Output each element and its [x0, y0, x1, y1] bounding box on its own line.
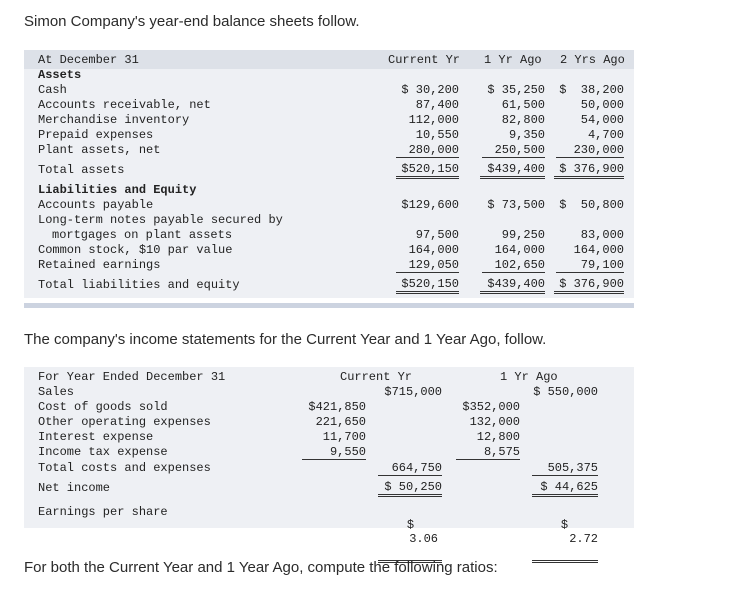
total-assets-2yr: $ 376,900 — [554, 162, 624, 179]
net-income-1yr: $ 44,625 — [532, 480, 598, 497]
bs-header-label: At December 31 — [38, 53, 139, 67]
interest-label: Interest expense — [38, 430, 154, 444]
other-opex-label: Other operating expenses — [38, 415, 211, 429]
total-assets-current: $520,150 — [396, 162, 459, 179]
ap-2yr: $ 50,800 — [559, 198, 624, 212]
plant-current: 280,000 — [396, 143, 459, 158]
sales-current: $715,000 — [384, 385, 442, 399]
income-intro-text: The company's income statements for the Current Year and 1 Year Ago, follow. — [24, 331, 547, 348]
eps-current: 3.06 — [409, 532, 438, 546]
ratios-intro-text: For both the Current Year and 1 Year Ago, compute the following ratios: — [24, 559, 498, 576]
liabilities-heading: Liabilities and Equity — [38, 183, 197, 197]
total-le-2yr: $ 376,900 — [554, 277, 624, 294]
ap-current: $129,600 — [401, 198, 459, 212]
cash-current: $ 30,200 — [401, 83, 459, 97]
income-statement-table — [24, 367, 634, 546]
ap-label: Accounts payable — [38, 198, 154, 212]
interest-1yr: 12,800 — [476, 430, 520, 444]
eps-1yr-cell — [532, 504, 598, 563]
retained-earnings-label: Retained earnings — [38, 258, 161, 272]
ap-1yr: $ 73,500 — [487, 198, 545, 212]
interest-current: 11,700 — [322, 430, 366, 444]
total-costs-label: Total costs and expenses — [38, 461, 211, 475]
net-income-current: $ 50,250 — [378, 480, 442, 497]
is-header-label: For Year Ended December 31 — [38, 370, 226, 384]
is-header-current-yr: Current Yr — [340, 370, 413, 384]
is-header-1-yr-ago: 1 Yr Ago — [500, 370, 558, 384]
cash-1yr: $ 35,250 — [487, 83, 545, 97]
total-assets-label: Total assets — [38, 163, 125, 177]
retained-earnings-2yr: 79,100 — [556, 258, 624, 273]
ar-2yr: 50,000 — [580, 98, 624, 112]
plant-2yr: 230,000 — [556, 143, 624, 158]
ar-1yr: 61,500 — [501, 98, 545, 112]
eps-label: Earnings per share — [38, 505, 168, 519]
total-le-current: $520,150 — [396, 277, 459, 294]
total-le-label: Total liabilities and equity — [38, 278, 240, 292]
common-stock-label: Common stock, $10 par value — [38, 243, 233, 257]
cash-label: Cash — [38, 83, 67, 97]
plant-label: Plant assets, net — [38, 143, 161, 157]
cogs-1yr: $352,000 — [462, 400, 520, 414]
cogs-current: $421,850 — [308, 400, 366, 414]
ar-label: Accounts receivable, net — [38, 98, 211, 112]
common-stock-1yr: 164,000 — [494, 243, 545, 257]
eps-current-dollar: $ — [406, 518, 415, 532]
ar-current: 87,400 — [415, 98, 459, 112]
total-costs-current: 664,750 — [378, 461, 442, 476]
lt-notes-2yr: 83,000 — [580, 228, 624, 242]
cogs-label: Cost of goods sold — [38, 400, 168, 414]
prepaid-1yr: 9,350 — [508, 128, 545, 142]
total-assets-1yr: $439,400 — [480, 162, 545, 179]
retained-earnings-1yr: 102,650 — [482, 258, 545, 273]
inventory-current: 112,000 — [408, 113, 459, 127]
prepaid-label: Prepaid expenses — [38, 128, 154, 142]
inventory-label: Merchandise inventory — [38, 113, 190, 127]
cash-2yr: $ 38,200 — [559, 83, 624, 97]
total-le-1yr: $439,400 — [480, 277, 545, 294]
intro-text: Simon Company's year-end balance sheets follow. — [24, 13, 360, 30]
sales-label: Sales — [38, 385, 75, 399]
lt-notes-label: mortgages on plant assets — [52, 228, 233, 242]
bs-header-2-yrs-ago: 2 Yrs Ago — [560, 53, 625, 67]
other-opex-1yr: 132,000 — [469, 415, 520, 429]
tax-current: 9,550 — [302, 445, 366, 460]
lt-notes-label-line1: Long-term notes payable secured by — [38, 213, 283, 227]
inventory-1yr: 82,800 — [501, 113, 545, 127]
total-costs-1yr: 505,375 — [532, 461, 598, 476]
tax-label: Income tax expense — [38, 445, 168, 459]
lt-notes-1yr: 99,250 — [501, 228, 545, 242]
eps-1yr-dollar: $ — [560, 518, 569, 532]
bs-header-1-yr-ago: 1 Yr Ago — [484, 53, 542, 67]
sales-1yr: $ 550,000 — [533, 385, 598, 399]
eps-1yr: 2.72 — [569, 532, 598, 546]
lt-notes-current: 97,500 — [415, 228, 459, 242]
bs-header-current-yr: Current Yr — [388, 53, 461, 67]
prepaid-2yr: 4,700 — [587, 128, 624, 142]
eps-current-cell — [378, 504, 442, 563]
common-stock-2yr: 164,000 — [573, 243, 624, 257]
prepaid-current: 10,550 — [415, 128, 459, 142]
tax-1yr: 8,575 — [456, 445, 520, 460]
net-income-label: Net income — [38, 481, 111, 495]
plant-1yr: 250,500 — [482, 143, 545, 158]
retained-earnings-current: 129,050 — [396, 258, 459, 273]
other-opex-current: 221,650 — [315, 415, 366, 429]
assets-heading: Assets — [38, 68, 82, 82]
balance-sheet-divider — [24, 303, 634, 308]
common-stock-current: 164,000 — [408, 243, 459, 257]
balance-sheet-table — [24, 50, 634, 298]
inventory-2yr: 54,000 — [580, 113, 624, 127]
